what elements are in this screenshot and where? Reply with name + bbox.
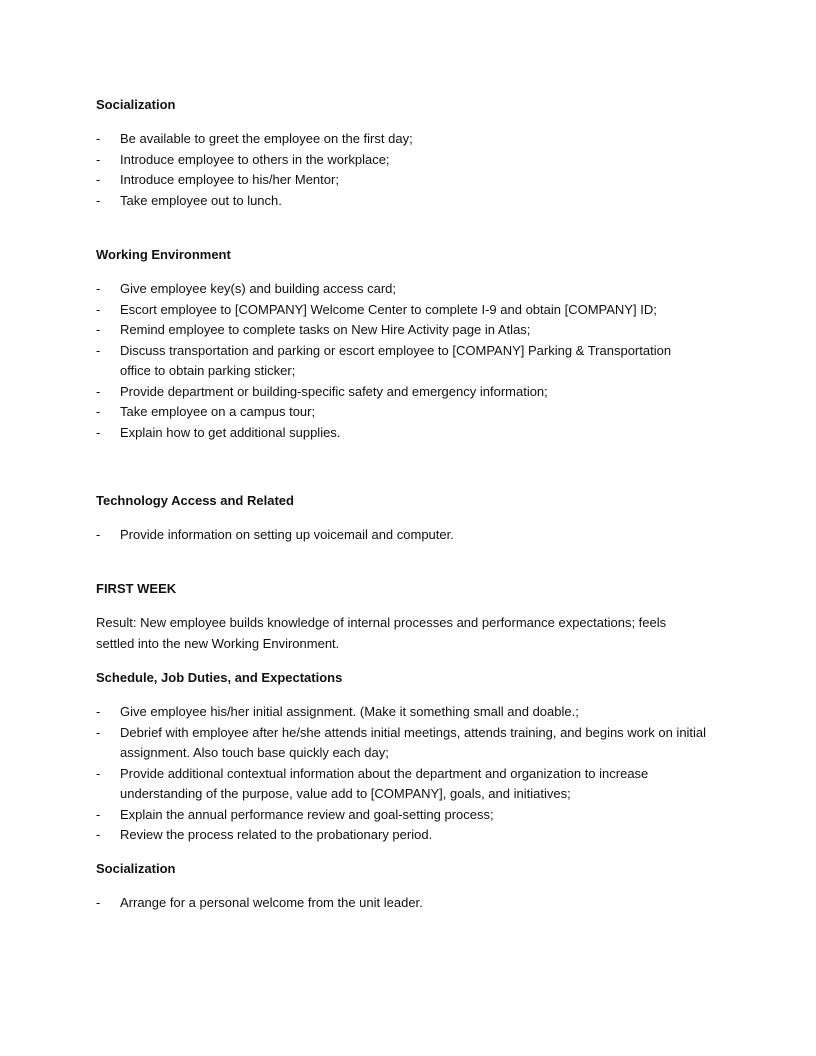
schedule-job-duties-list [96, 702, 716, 846]
list-item: - Provide department or building-specific safety and emergency information; [96, 382, 716, 403]
list-item: - Debrief with employee after he/she attends initial meetings, attends training, and begins work on initial assignment. Also touch base quickly each day; [96, 724, 707, 760]
bullet-dash: - [96, 383, 101, 399]
bullet-dash: - [96, 192, 101, 208]
section-heading-technology-access: Technology Access and Related [96, 493, 294, 508]
bullet-dash: - [96, 704, 101, 719]
bullet-dash: - [96, 424, 101, 440]
section-heading-schedule-job-duties: Schedule, Job Duties, and Expectations [96, 670, 343, 685]
bullet-dash: - [96, 806, 101, 822]
bullet-dash: - [96, 281, 101, 296]
list-item: - Discuss transportation and parking or escort employee to [COMPANY] Parking & Transportation office to obtain parking sticker; [96, 342, 672, 378]
bullet-dash: - [96, 151, 101, 167]
bullet-dash: - [96, 827, 101, 842]
bullet-dash: - [96, 131, 101, 146]
section-heading-working-environment: Working Environment [96, 247, 231, 262]
list-item: - Provide information on setting up voicemail and computer. [96, 525, 716, 546]
first-week-result-paragraph: Result: New employee builds knowledge of internal processes and performance expectations; feels settled into the new Working Environment. [96, 615, 667, 651]
section-heading-socialization: Socialization [96, 97, 176, 112]
bullet-dash: - [96, 172, 101, 187]
list-item: - Give employee his/her initial assignment. (Make it something small and doable.; [96, 702, 716, 723]
list-item: - Arrange for a personal welcome from the unit leader. [96, 893, 716, 914]
list-item: - Be available to greet the employee on the first day; [96, 129, 716, 150]
list-item: - Give employee key(s) and building access card; [96, 279, 716, 300]
bullet-dash: - [96, 322, 101, 337]
bullet-dash: - [96, 301, 101, 317]
list-item: - Introduce employee to others in the workplace; [96, 150, 716, 171]
list-item: - Review the process related to the probationary period. [96, 825, 716, 846]
socialization-first-week-list [96, 893, 716, 914]
list-item: - Explain how to get additional supplies. [96, 423, 716, 444]
bullet-dash: - [96, 895, 101, 910]
list-item: - Escort employee to [COMPANY] Welcome Center to complete I-9 and obtain [COMPANY] ID; [96, 300, 716, 321]
bullet-dash: - [96, 404, 101, 419]
technology-access-list [96, 525, 716, 546]
list-item: - Take employee out to lunch. [96, 191, 716, 212]
list-item: - Remind employee to complete tasks on New Hire Activity page in Atlas; [96, 320, 716, 341]
bullet-dash: - [96, 342, 101, 358]
bullet-dash: - [96, 724, 101, 740]
section-heading-socialization-first-week: Socialization [96, 861, 176, 876]
bullet-dash: - [96, 765, 101, 781]
list-item: - Provide additional contextual information about the department and organization to increase understanding of the purpose, value add to [COMPANY], goals, and initiatives; [96, 765, 649, 801]
socialization-list [96, 129, 716, 211]
list-item: - Introduce employee to his/her Mentor; [96, 170, 716, 191]
section-heading-first-week: FIRST WEEK [96, 581, 177, 596]
bullet-dash: - [96, 527, 101, 542]
working-environment-list [96, 279, 716, 443]
list-item: - Explain the annual performance review and goal-setting process; [96, 805, 716, 826]
list-item: - Take employee on a campus tour; [96, 402, 716, 423]
